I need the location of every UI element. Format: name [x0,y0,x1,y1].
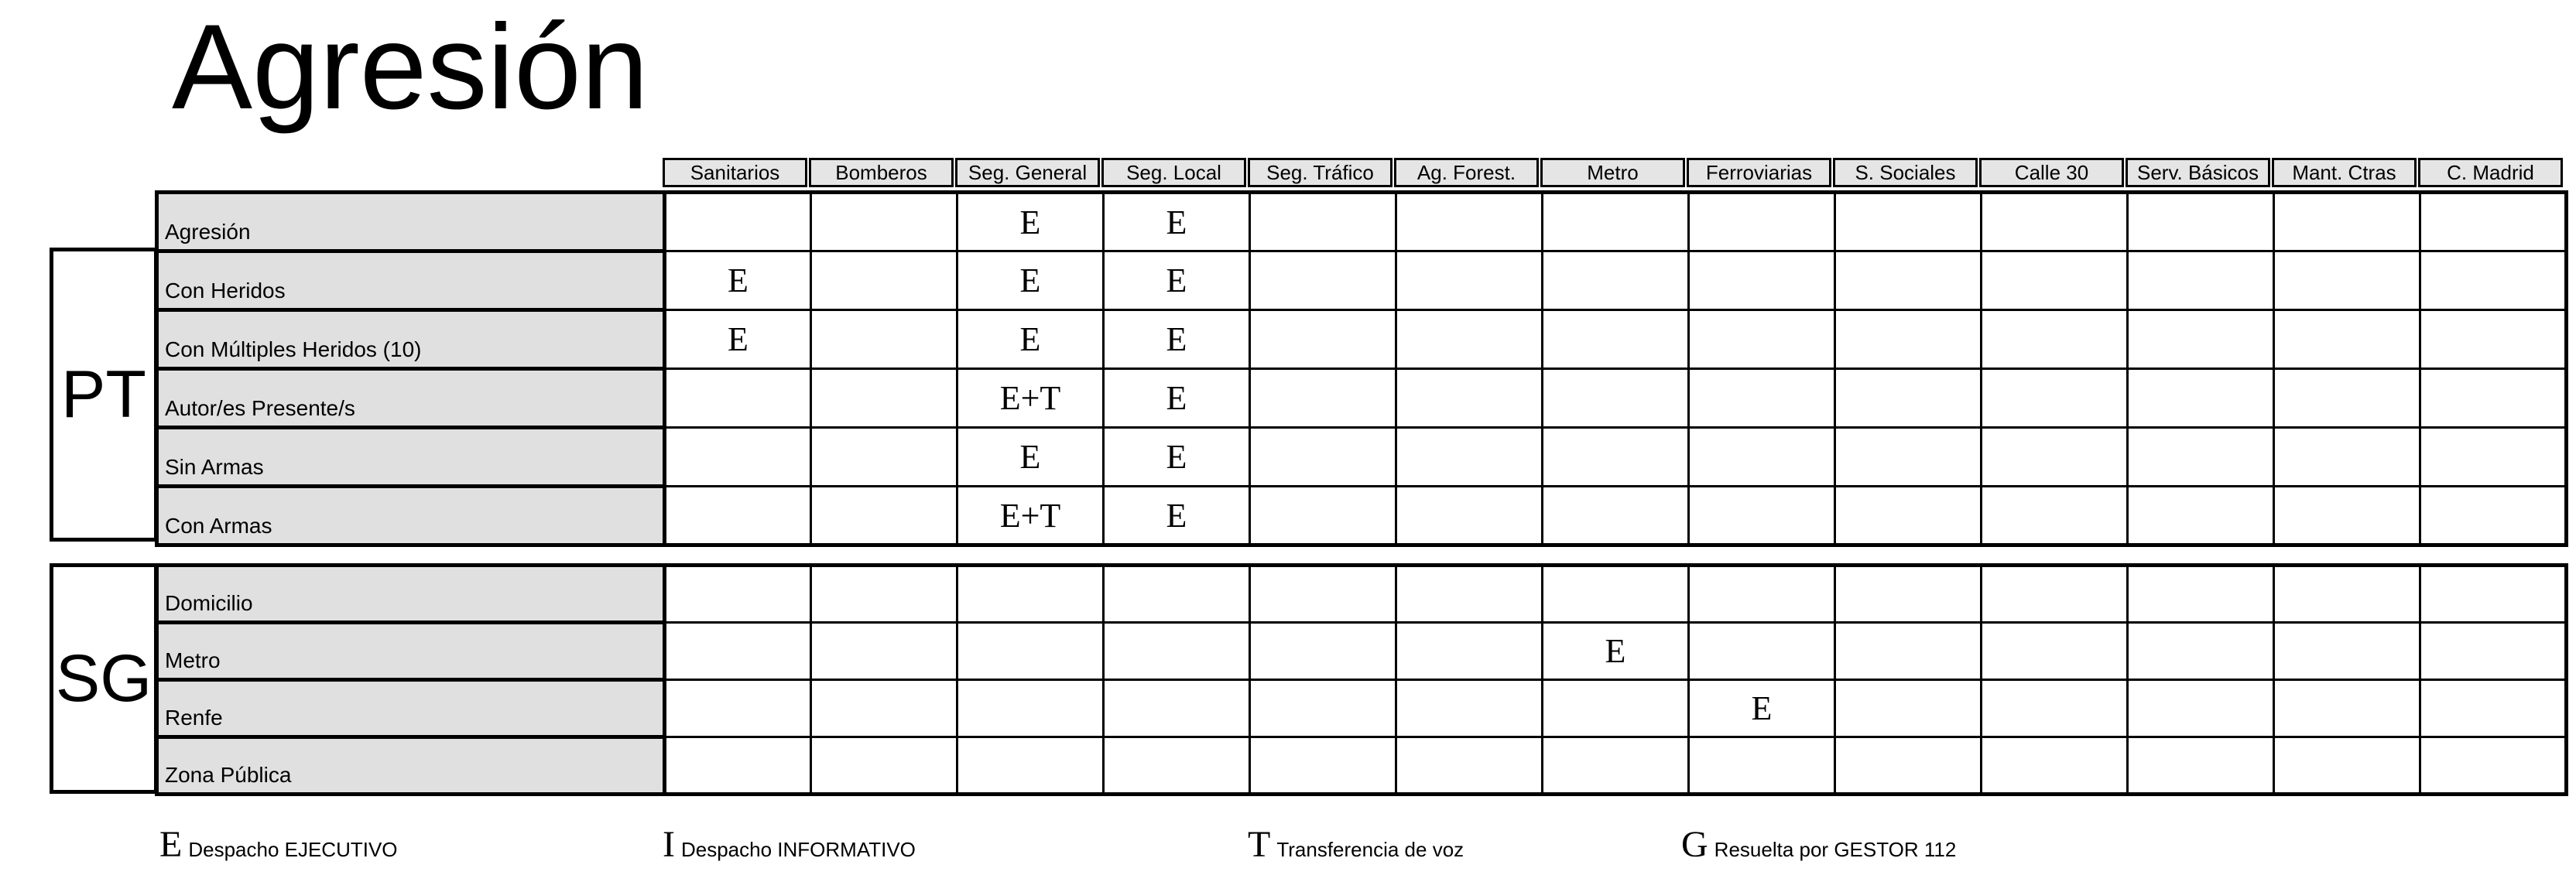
table-cell [1104,566,1250,623]
table-cell [2128,737,2274,795]
table-cell [1543,193,1689,251]
table-cell [2420,310,2567,369]
table-cell [665,737,811,795]
table-cell [2128,680,2274,737]
table-cell: E [1104,193,1250,251]
table-cell [811,369,957,428]
legend-text: Despacho EJECUTIVO [188,838,398,861]
column-header: Metro [1540,158,1685,187]
table-cell [1250,369,1396,428]
row-label: Sin Armas [157,428,665,487]
table-cell [811,251,957,310]
table-cell [1982,487,2128,545]
table-cell [1250,193,1396,251]
table-cell [2420,251,2567,310]
table-cell [2128,369,2274,428]
table-row [157,369,2567,428]
table-cell [1396,428,1543,487]
table-cell [1396,680,1543,737]
table-cell [1543,680,1689,737]
table-cell [957,566,1104,623]
row-label: Renfe [157,680,665,737]
table-cell [1835,310,1982,369]
legend-code: I [663,824,675,865]
table-cell [1250,680,1396,737]
legend-code: G [1681,824,1708,865]
table-row [157,487,2567,545]
table-cell [1250,310,1396,369]
table-cell [1982,623,2128,680]
table-cell [1250,487,1396,545]
table-cell [2128,428,2274,487]
table-cell [1396,737,1543,795]
table-cell [811,623,957,680]
legend-text: Resuelta por GESTOR 112 [1714,838,1957,861]
column-header: S. Sociales [1833,158,1978,187]
table-cell [1543,310,1689,369]
table-row [157,623,2567,680]
table-cell [1104,623,1250,680]
table-cell [1396,487,1543,545]
table-cell: E [957,193,1104,251]
table-cell: E [957,428,1104,487]
table-cell [665,623,811,680]
table-cell [2420,680,2567,737]
table-cell [811,737,957,795]
table-cell [2128,566,2274,623]
table-cell [1396,310,1543,369]
table-cell [1982,428,2128,487]
table-cell: E [957,251,1104,310]
table-cell [665,369,811,428]
table-cell [2274,737,2420,795]
table-cell [1982,369,2128,428]
table-cell [1396,369,1543,428]
table-cell [957,680,1104,737]
row-label: Con Heridos [157,251,665,310]
legend-item-i [663,823,916,866]
table-row [157,251,2567,310]
table-cell [1396,193,1543,251]
table-cell [2128,251,2274,310]
table-cell: E [1543,623,1689,680]
table-cell [1835,251,1982,310]
table-cell [1104,680,1250,737]
table-cell [2274,623,2420,680]
table-cell [1250,737,1396,795]
table-cell [2420,623,2567,680]
table-cell [2274,193,2420,251]
table-row [157,737,2567,795]
table-cell [2420,566,2567,623]
legend-item-e [159,823,398,866]
table-cell [2420,428,2567,487]
table-cell [2128,193,2274,251]
table-cell: E [1104,428,1250,487]
table-cell [2274,487,2420,545]
table-cell [2420,369,2567,428]
legend-text: Despacho INFORMATIVO [680,838,916,861]
table-row [157,428,2567,487]
table-cell [2128,487,2274,545]
table-cell [1689,428,1835,487]
table-cell [1396,251,1543,310]
table-cell [1543,369,1689,428]
table-cell [1250,251,1396,310]
table-cell [1396,566,1543,623]
legend-item-t [1248,823,1464,866]
table-cell [2420,487,2567,545]
table-cell [1689,623,1835,680]
legend-item-g [1681,823,1956,866]
table-cell [1689,566,1835,623]
table-cell [811,193,957,251]
table-cell [811,680,957,737]
table-cell [1689,487,1835,545]
table-cell: E+T [957,369,1104,428]
table-cell [2128,623,2274,680]
table-cell [1689,310,1835,369]
column-header: Seg. Tráfico [1248,158,1392,187]
table-cell [1396,623,1543,680]
table-cell [1835,369,1982,428]
table-cell [1543,566,1689,623]
table-cell [2274,369,2420,428]
table-cell [1835,487,1982,545]
column-header: Sanitarios [663,158,807,187]
table-cell [1835,193,1982,251]
table-cell [2420,737,2567,795]
table-cell [1835,680,1982,737]
table-cell [1835,623,1982,680]
table-cell [1982,310,2128,369]
legend-text: Transferencia de voz [1276,838,1464,861]
table-cell: E [1104,251,1250,310]
table-cell [665,428,811,487]
column-header: Serv. Básicos [2126,158,2270,187]
column-header-row [663,158,2564,187]
row-label: Metro [157,623,665,680]
legend-code: T [1248,824,1271,865]
table-cell [1982,680,2128,737]
table-cell: E [665,310,811,369]
table-cell [811,487,957,545]
column-header: C. Madrid [2418,158,2563,187]
table-cell [1982,193,2128,251]
row-label: Autor/es Presente/s [157,369,665,428]
table-cell [1250,623,1396,680]
table-cell [1835,566,1982,623]
table-cell [1982,737,2128,795]
row-label: Zona Pública [157,737,665,795]
table-cell: E [665,251,811,310]
group-label-pt: PT [50,248,158,542]
row-label: Con Múltiples Heridos (10) [157,310,665,369]
table-cell: E [1104,310,1250,369]
table-row [157,566,2567,623]
table-cell: E+T [957,487,1104,545]
table-cell [957,737,1104,795]
table-cell [2274,251,2420,310]
table-cell [2274,428,2420,487]
table-cell [1835,428,1982,487]
pt-table [155,190,2568,547]
table-cell: E [957,310,1104,369]
table-cell: E [1104,487,1250,545]
table-cell [665,487,811,545]
table-cell [811,428,957,487]
table-cell [1689,251,1835,310]
table-cell [2128,310,2274,369]
table-cell [811,566,957,623]
table-cell [2274,566,2420,623]
row-label: Agresión [157,193,665,251]
table-cell [665,680,811,737]
table-cell: E [1689,680,1835,737]
table-cell [811,310,957,369]
table-cell [1543,428,1689,487]
table-cell [665,193,811,251]
sg-table [155,563,2568,796]
table-row [157,680,2567,737]
table-cell [1689,369,1835,428]
table-cell [1543,737,1689,795]
page-title: Agresión [172,0,649,135]
column-header: Mant. Ctras [2272,158,2417,187]
table-cell [2274,680,2420,737]
table-cell [2274,310,2420,369]
table-cell [1689,193,1835,251]
table-cell [1104,737,1250,795]
column-header: Ferroviarias [1687,158,1831,187]
table-cell [665,566,811,623]
table-row [157,193,2567,251]
table-cell [2420,193,2567,251]
legend-code: E [159,824,183,865]
table-cell [1689,737,1835,795]
group-label-sg: SG [50,563,158,794]
table-cell [957,623,1104,680]
row-label: Con Armas [157,487,665,545]
table-cell [1835,737,1982,795]
table-cell [1250,428,1396,487]
table-row [157,310,2567,369]
column-header: Seg. Local [1101,158,1246,187]
column-header: Bomberos [809,158,954,187]
table-cell: E [1104,369,1250,428]
column-header: Calle 30 [1979,158,2124,187]
table-cell [1982,251,2128,310]
table-cell [1982,566,2128,623]
column-header: Seg. General [955,158,1100,187]
column-header: Ag. Forest. [1394,158,1539,187]
table-cell [1543,487,1689,545]
row-label: Domicilio [157,566,665,623]
table-cell [1250,566,1396,623]
table-cell [1543,251,1689,310]
